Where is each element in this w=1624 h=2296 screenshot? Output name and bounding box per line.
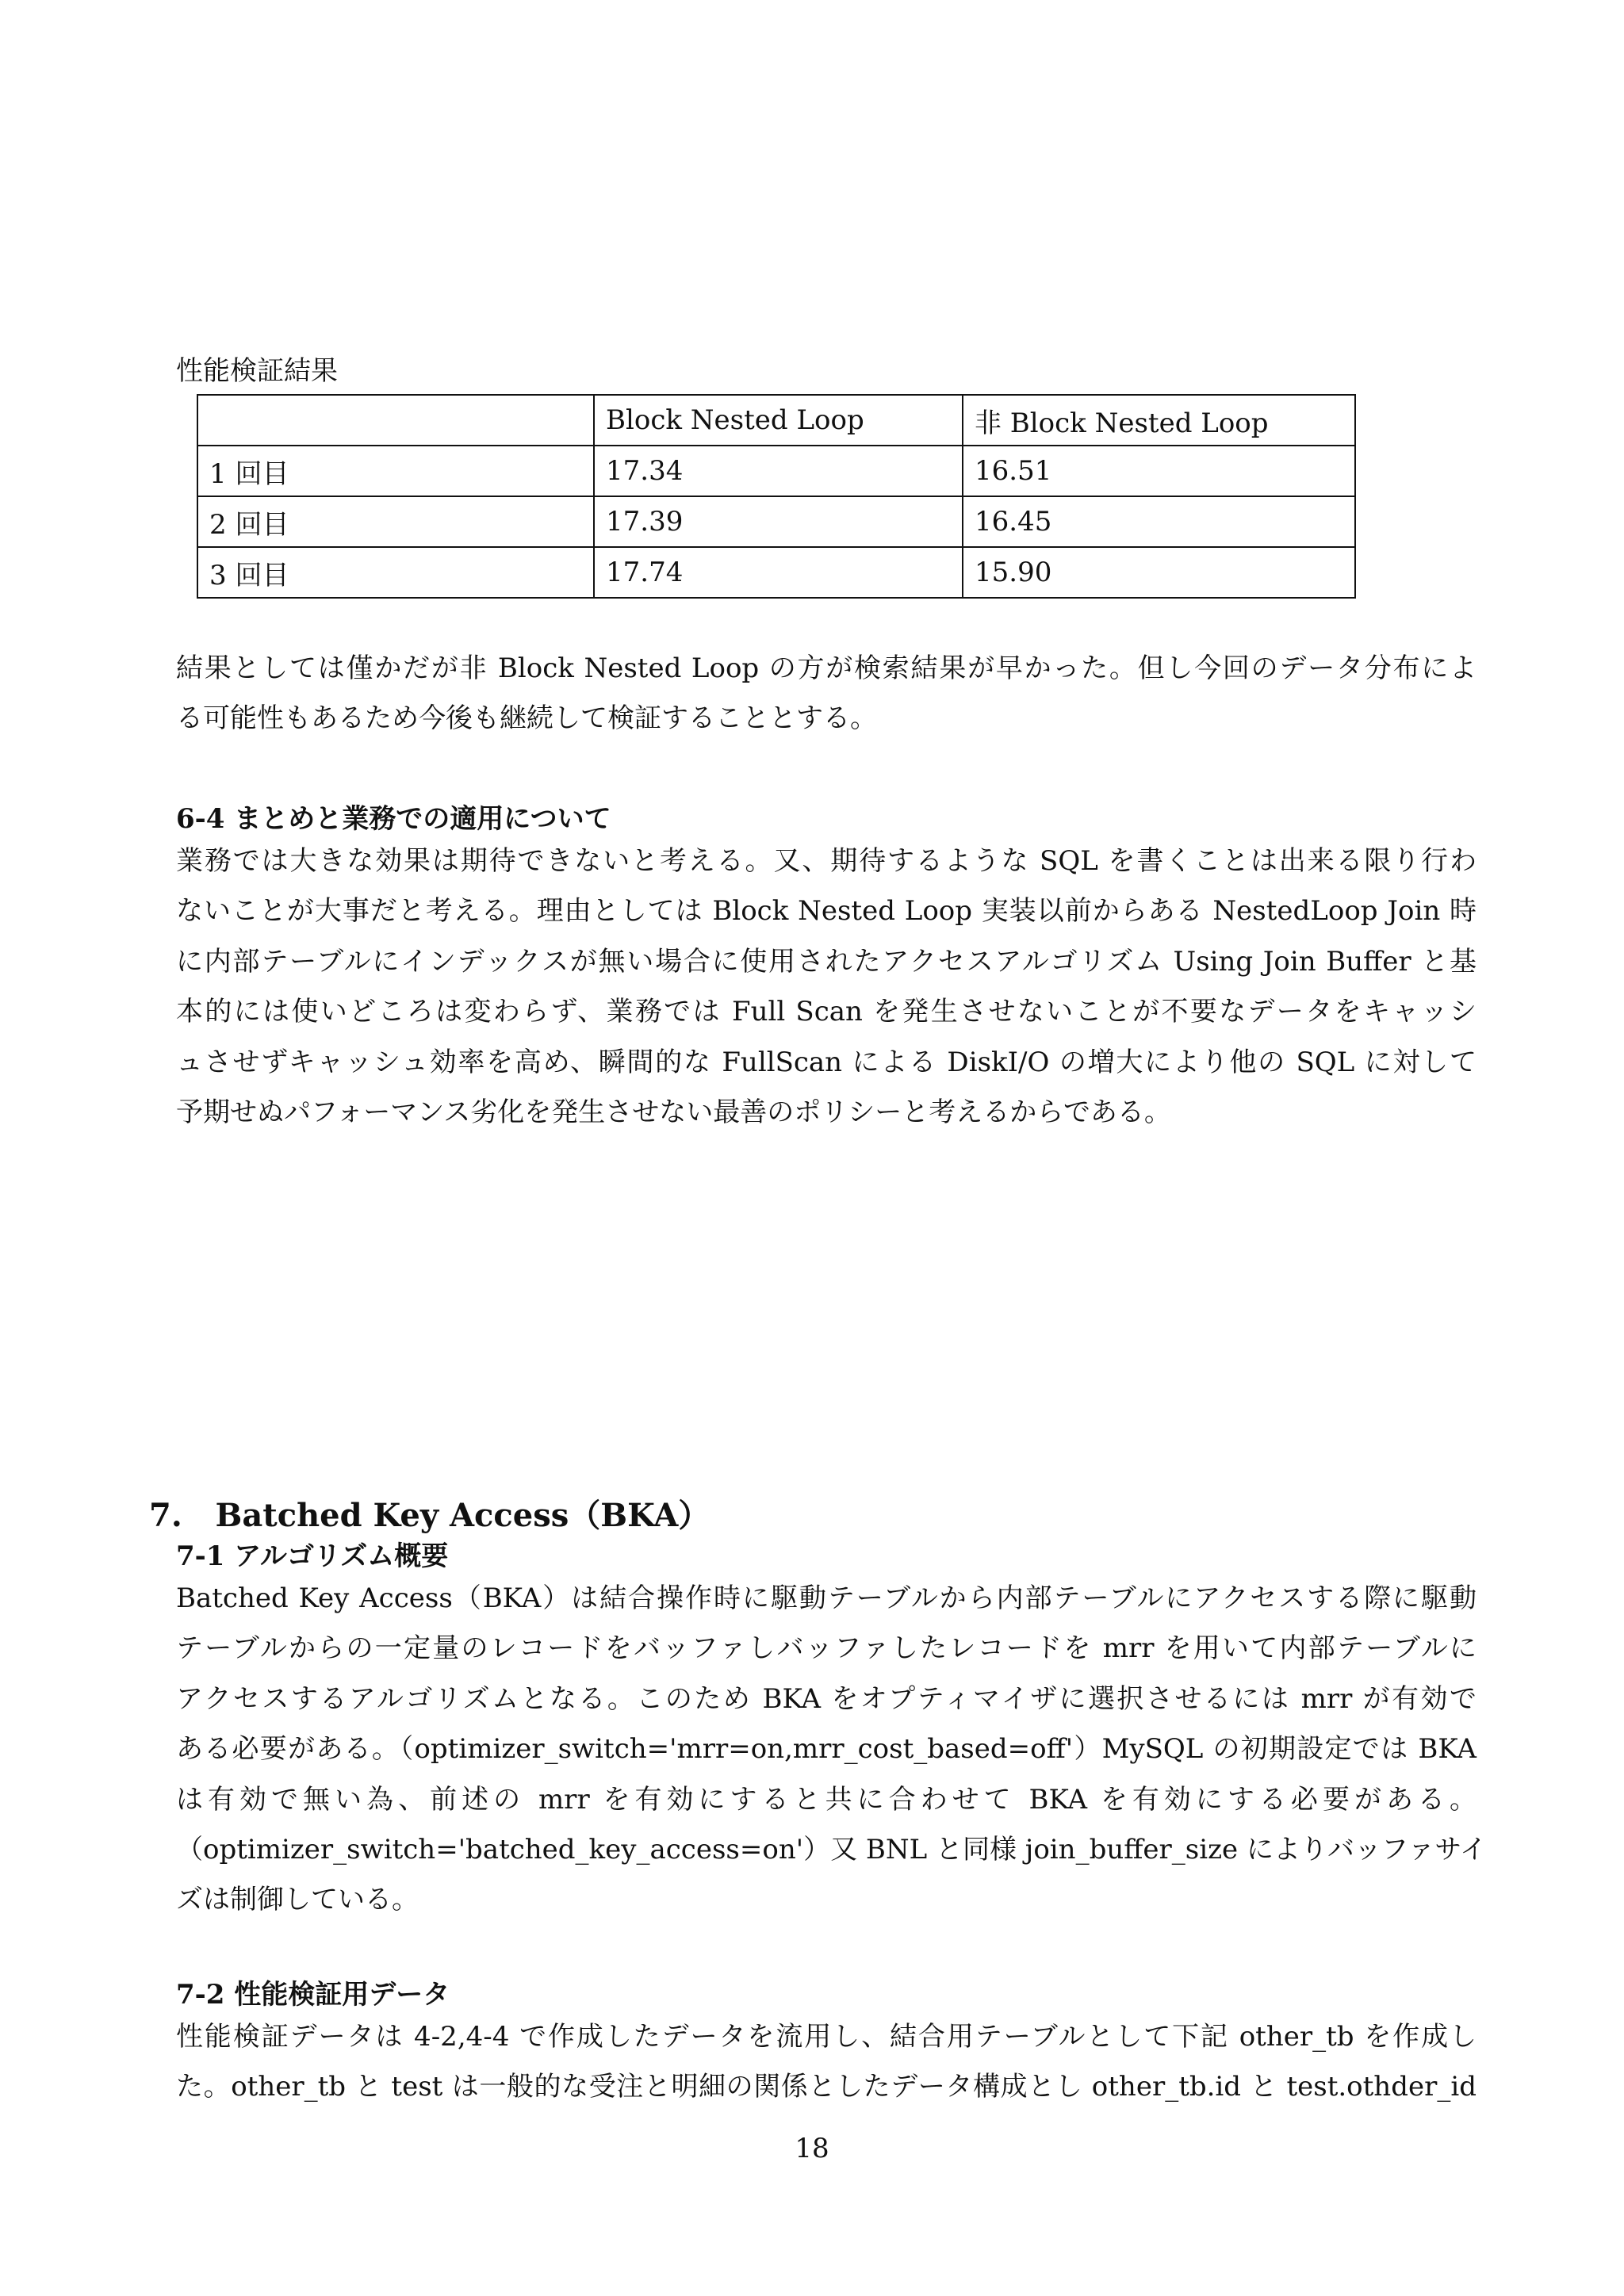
text-line: テーブルからの一定量のレコードをバッファしバッファしたレコードを mrr を用いて内部テーブルに	[176, 1632, 1477, 1665]
section-heading: 7-2 性能検証用データ	[176, 1979, 450, 2011]
text-line: （optimizer_switch='batched_key_access=on'）又 BNL と同様 join_buffer_size によりバッファサイ	[176, 1834, 1487, 1866]
value-cell: 17.39	[594, 496, 963, 547]
table-row	[197, 446, 1355, 496]
text-line: に内部テーブルにインデックスが無い場合に使用されたアクセスアルゴリズム Using Join Buffer と基	[176, 945, 1477, 978]
value-cell: 16.45	[963, 496, 1355, 547]
text-line: は有効で無い為、前述の mrr を有効にすると共に合わせて BKA を有効にする必要がある。	[176, 1783, 1477, 1816]
conclusion-paragraph	[176, 644, 1477, 744]
table-caption: 性能検証結果	[176, 355, 338, 387]
text-line: ュさせずキャッシュ効率を高め、瞬間的な FullScan による DiskI/O の増大により他の SQL に対して	[176, 1046, 1477, 1078]
value-cell: 15.90	[963, 547, 1355, 598]
text-line: ある必要がある。（optimizer_switch='mrr=on,mrr_cost_based=off'）MySQL の初期設定では BKA	[176, 1733, 1477, 1766]
text-line: 性能検証データは 4-2,4-4 で作成したデータを流用し、結合用テーブルとして下記 other_tb を作成し	[176, 2021, 1477, 2053]
text-line: 結果としては僅かだが非 Block Nested Loop の方が検索結果が早かった。但し今回のデータ分布によ	[176, 652, 1477, 684]
header-cell: 非 Block Nested Loop	[963, 395, 1355, 446]
section-heading: 6-4 まとめと業務での適用について	[176, 803, 611, 835]
row-label-cell: 3 回目	[197, 547, 594, 598]
value-cell: 16.51	[963, 446, 1355, 496]
value-cell: 17.74	[594, 547, 963, 598]
row-label-cell: 1 回目	[197, 446, 594, 496]
text-line: る可能性もあるため今後も継続して検証することとする。	[176, 702, 877, 735]
page-number: 18	[795, 2133, 829, 2164]
chapter-heading: 7. Batched Key Access（BKA）	[149, 1497, 710, 1534]
value-cell: 17.34	[594, 446, 963, 496]
table-row	[197, 496, 1355, 547]
text-line: アクセスするアルゴリズムとなる。このため BKA をオプティマイザに選択させるには mrr が有効で	[176, 1682, 1477, 1715]
text-line: 業務では大きな効果は期待できないと考える。又、期待するような SQL を書くことは出来る限り行わ	[176, 845, 1477, 877]
header-cell	[197, 395, 594, 446]
results-table	[197, 394, 1356, 599]
section-7-2-paragraph	[176, 2012, 1477, 2113]
table-header-row	[197, 395, 1355, 446]
header-cell: Block Nested Loop	[594, 395, 963, 446]
text-line: 予期せぬパフォーマンス劣化を発生させない最善のポリシーと考えるからである。	[176, 1096, 1171, 1129]
text-line: Batched Key Access（BKA）は結合操作時に駆動テーブルから内部テーブルにアクセスする際に駆動	[176, 1582, 1477, 1614]
row-label-cell: 2 回目	[197, 496, 594, 547]
text-line: ズは制御している。	[176, 1884, 419, 1916]
text-line: た。other_tb と test は一般的な受注と明細の関係としたデータ構成とし other_tb.id と test.othder_id	[176, 2071, 1477, 2103]
text-line: 本的には使いどころは変わらず、業務では Full Scan を発生させないことが不要なデータをキャッシ	[176, 996, 1477, 1028]
table-row	[197, 547, 1355, 598]
section-6-4-paragraph	[176, 836, 1477, 1138]
section-heading: 7-1 アルゴリズム概要	[176, 1540, 449, 1572]
text-line: ないことが大事だと考える。理由としては Block Nested Loop 実装以前からある NestedLoop Join 時	[176, 895, 1477, 928]
section-7-1-paragraph	[176, 1574, 1487, 1926]
